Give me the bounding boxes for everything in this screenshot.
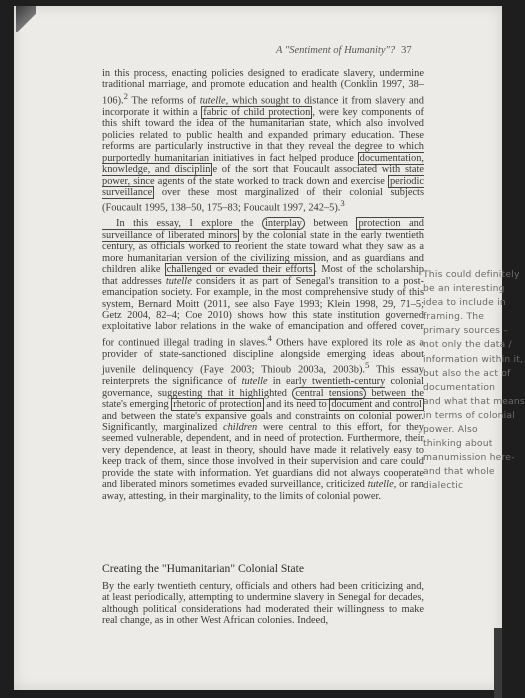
- section-text: [102, 581, 424, 627]
- running-header: [276, 45, 412, 56]
- footnote-ref: 5: [365, 360, 370, 371]
- boxed-phrase: periodic surveillance: [102, 175, 424, 198]
- running-title: A "Sentiment of Humanity"?: [276, 45, 396, 56]
- note-line: framing. The: [423, 311, 485, 323]
- text-run: The reforms of: [127, 95, 200, 107]
- boxed-phrase: challenged or evaded their efforts: [166, 264, 313, 276]
- text-run: and between the state's expansive goals and constraints on colonial power. Significantly, marginalized: [102, 410, 424, 434]
- boxed-phrase: protection and surveillance of liberated minors: [102, 218, 424, 241]
- note-line: but also the act of: [423, 367, 511, 379]
- boxed-phrase: documentation, knowledge, and disciplin: [102, 152, 424, 176]
- text-run: considers it as part of Senegal's transition to a post-emancipation society. For example, in the most comprehensive study of this system, Bernard Moitt (2011, see also Faye 1993; Klein 1998, 29, 71–5; Getz 2004, 82–4; Coe 2010) shows how this state institution governed exploitative labor relations in the wake of emancipation and offered cover for continued illegal trading in slaves.: [102, 275, 425, 349]
- note-line: power. Also: [423, 424, 478, 436]
- book-page: [14, 6, 525, 690]
- text-run: over these most marginalized of their colonial subjects (Foucault 1995, 138–50, 175–83; Foucault 1997, 242–5).: [102, 187, 424, 214]
- text-run: , were key components of this shift toward the idea of the humanitarian state, which also involved policies related to public health and expanded primary education. These reforms are particularly instructive in that they reveal the degree to which purportedly humanitarian initiatives in fact helped produce: [102, 106, 424, 164]
- paragraph-2: [102, 218, 424, 502]
- note-line: be an interesting: [423, 283, 505, 295]
- text-run: colonial governance, suggesting that it highlighted: [102, 376, 424, 399]
- note-line: not only the data /: [423, 339, 512, 351]
- note-line: idea to include in: [423, 297, 506, 309]
- text-run: which sought to distance it from slavery and incorporate it within a: [102, 95, 424, 118]
- text-run: in early: [267, 376, 313, 388]
- footnote-ref: 4: [267, 332, 272, 343]
- boxed-phrase: rhetoric of protection: [173, 399, 262, 411]
- text-run: . Most of the scholarship that addresses: [102, 264, 424, 287]
- main-text: [102, 68, 424, 502]
- footnote-ref: 3: [340, 198, 345, 209]
- underlined-phrase: twentieth-century: [312, 376, 386, 388]
- section-paragraph: By the early twentieth century, officials and others had been criticizing and, at least periodically, attempting to undermine slavery in Senegal for decades, although political considerations had moderated their willingness to make real change, as in other West African colonies. Indeed,: [102, 581, 424, 627]
- text-run: Others have explored its role as a provider of state-sanctioned discipline alongside emerging ideas about juvenile delinquency (Faye 2003; Thioub 2003a, 2003b).: [102, 337, 424, 376]
- boxed-phrase: fabric of child protection: [203, 106, 311, 118]
- note-line: dialectic: [423, 480, 464, 492]
- italic-term: tutelle: [165, 275, 192, 287]
- italic-term: children: [223, 422, 258, 434]
- italic-term: tutelle: [241, 376, 268, 388]
- circled-word: interplay: [262, 217, 305, 230]
- text-run: In this essay, I explore the: [116, 218, 263, 230]
- text-run: by the colonial state in the early twentieth century, as officials worked to reorient the state toward what they saw as a more humanitarian version of the civilizing mission, and as guardians and children alike: [102, 229, 424, 276]
- text-run: e of the sort that Foucault associated with state power, since agents of the state worked to track down and exercise: [102, 164, 424, 187]
- text-run: in this process, enacting policies designed to eradicate slavery, undermine traditional marriage, and promote education and health (Conklin 1997, 38–106).: [102, 68, 424, 107]
- text-run: This essay reinterprets the significance of: [102, 364, 424, 388]
- boxed-phrase: document and control: [331, 399, 422, 411]
- note-line: and what that means: [423, 395, 525, 407]
- page-edge-tab: [494, 628, 502, 698]
- note-line: thinking about: [423, 438, 493, 450]
- note-line: primary sources –: [423, 325, 509, 337]
- page-number: 37: [401, 45, 412, 56]
- italic-term: tutelle,: [199, 95, 229, 107]
- text-run: between the state's emerging: [102, 387, 424, 411]
- text-run: were central to this effort, for they seemed vulnerable, dependent, and in need of protection. Furthermore, their very dependence, at least in theory, should have made it relatively easy to keep track of them, since those involved in their supervision and care could provide the state with information. Yet guardians did not always cooperate and liberated minors sometimes evaded surveillance, criticized: [102, 422, 424, 491]
- note-line: information within it,: [423, 353, 524, 365]
- text-run: between: [304, 218, 357, 230]
- italic-term: tutelle,: [367, 479, 397, 491]
- circled-phrase: central tensions: [292, 387, 366, 400]
- note-line: documentation: [423, 381, 496, 393]
- note-line: and that whole: [423, 466, 495, 478]
- paragraph-1: [102, 68, 424, 214]
- note-line: manumission here-: [423, 452, 515, 464]
- handwritten-margin-note: [423, 268, 525, 494]
- note-line: This could definitely: [423, 269, 520, 280]
- section-heading: Creating the "Humanitarian" Colonial State: [102, 562, 305, 575]
- corner-mark: [16, 6, 36, 32]
- text-run: and its need to: [263, 399, 330, 411]
- footnote-ref: 2: [123, 90, 128, 101]
- note-line: in terms of colonial: [423, 409, 516, 421]
- text-run: or ran away, attesting, in their marginality, to the limits of colonial power.: [102, 479, 424, 502]
